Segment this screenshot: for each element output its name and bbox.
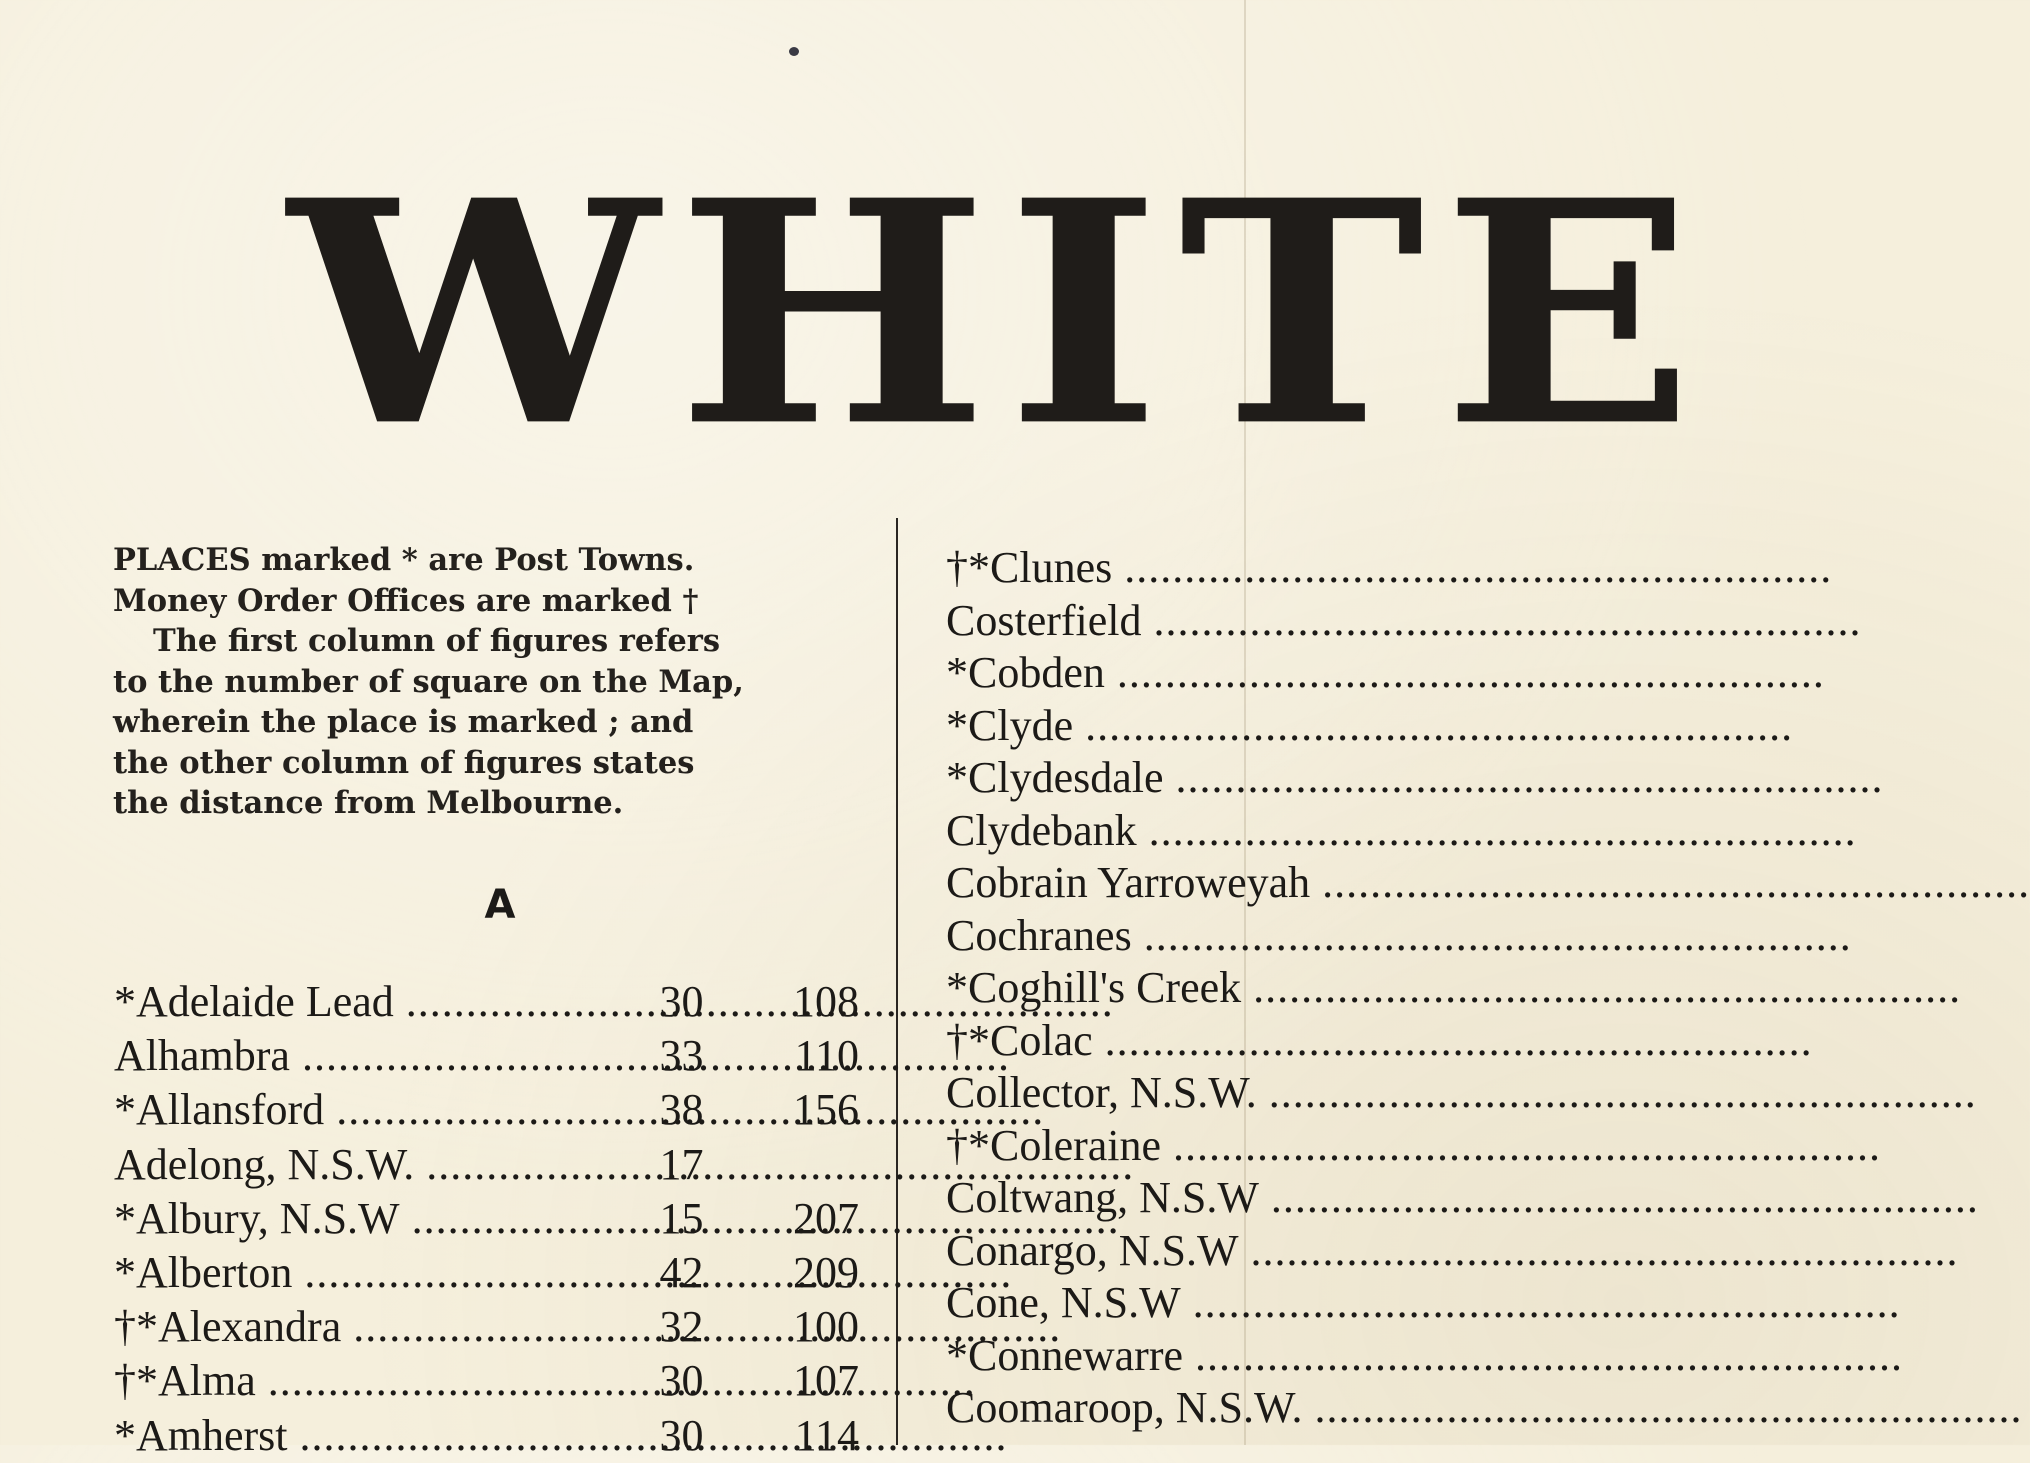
place-name: *Allansford ..... [114, 1083, 606, 1137]
place-row [946, 1172, 1445, 1225]
place-name: Conargo, N.S.W ..... [946, 1226, 1959, 1275]
place-row [114, 1300, 859, 1354]
place-name: Collector, N.S.W. ..... [946, 1068, 1977, 1117]
place-list-right [946, 542, 1445, 1435]
place-name: *Adelaide Lead ..... [114, 975, 606, 1029]
section-letter: A [484, 882, 516, 928]
place-name: *Connewarre ..... [946, 1331, 1903, 1380]
place-name: Cochranes ..... [946, 911, 1852, 960]
place-name: *Amherst ..... [114, 1409, 606, 1463]
place-name: *Clydesdale ..... [946, 753, 1884, 802]
note-line: wherein the place is marked ; and [113, 704, 694, 740]
note-line [113, 540, 871, 581]
map-square: 30 [659, 977, 704, 1026]
place-name: †*Alexandra ..... [114, 1300, 606, 1354]
place-row [114, 1083, 859, 1137]
place-row [114, 1029, 859, 1083]
place-row [114, 1138, 859, 1192]
note-line: to the number of square on the Map, [113, 663, 744, 700]
place-row [946, 910, 1445, 963]
map-square: 38 [659, 1085, 704, 1135]
place-row [946, 962, 1445, 1015]
distance-from-melbourne: 107 [793, 1356, 859, 1406]
place-name: Alhambra ..... [114, 1029, 606, 1083]
place-row [114, 1192, 859, 1246]
map-square: 42 [659, 1247, 704, 1297]
note-line: the distance from Melbourne. [113, 785, 624, 821]
map-square: 17 [659, 1139, 704, 1189]
distance-from-melbourne: 108 [793, 977, 859, 1026]
place-row [946, 1382, 1445, 1435]
place-row [946, 1277, 1445, 1330]
place-name: *Alberton ..... [114, 1246, 606, 1300]
note-text: PLACES marked * are Post Towns. [113, 542, 695, 578]
place-row [946, 542, 1445, 595]
note-line: the other column of figures states [113, 744, 695, 781]
map-square: 30 [659, 1410, 704, 1460]
distance-from-melbourne: 114 [794, 1410, 859, 1460]
place-list-left [114, 975, 859, 1463]
place-name: Costerfield ..... [946, 596, 1862, 645]
place-row [946, 1015, 1445, 1068]
place-row [946, 857, 1445, 910]
distance-from-melbourne: 100 [793, 1302, 859, 1352]
place-name: †*Colac ..... [946, 1016, 1813, 1065]
note-line: The first column of figures refers [153, 623, 721, 659]
place-row [946, 805, 1445, 858]
place-name: *Clyde ..... [946, 701, 1793, 750]
legend-notes [113, 540, 871, 824]
place-name: Adelong, N.S.W. ..... [114, 1138, 606, 1192]
place-name: †*Alma ..... [114, 1354, 606, 1408]
distance-from-melbourne: 110 [794, 1031, 859, 1081]
place-row [946, 700, 1445, 753]
place-row [946, 752, 1445, 805]
distance-from-melbourne: 207 [793, 1193, 859, 1243]
place-name: †*Coleraine ..... [946, 1121, 1881, 1170]
place-name: †*Clunes ..... [946, 543, 1832, 592]
place-row [114, 975, 859, 1029]
map-square: 32 [659, 1302, 704, 1352]
map-square: 30 [659, 1356, 704, 1406]
place-name: Clydebank ..... [946, 806, 1857, 855]
place-row [946, 1120, 1445, 1173]
map-square: 15 [659, 1193, 704, 1243]
distance-from-melbourne: 209 [793, 1247, 859, 1297]
place-name: Cone, N.S.W ..... [946, 1278, 1901, 1327]
place-name: Coltwang, N.S.W ..... [946, 1173, 1979, 1222]
place-row [114, 1354, 859, 1408]
place-name: Cobrain Yarroweyah ..... [946, 858, 2030, 907]
place-row [946, 1225, 1445, 1278]
place-row [114, 1246, 859, 1300]
place-name: *Cobden ..... [946, 648, 1825, 697]
distance-from-melbourne: 156 [793, 1085, 859, 1135]
place-row [946, 647, 1445, 700]
place-name: *Albury, N.S.W ..... [114, 1192, 606, 1246]
place-name: Coomaroop, N.S.W. ..... [946, 1383, 2023, 1432]
place-row [114, 1409, 859, 1463]
map-square: 33 [659, 1031, 704, 1081]
ink-speck [789, 47, 799, 56]
place-row [946, 595, 1445, 648]
place-row [946, 1330, 1445, 1383]
place-row [946, 1067, 1445, 1120]
note-line: Money Order Offices are marked † [113, 582, 699, 619]
page-title: WHITE [288, 133, 1712, 494]
place-name: *Coghill's Creek ..... [946, 963, 1961, 1012]
